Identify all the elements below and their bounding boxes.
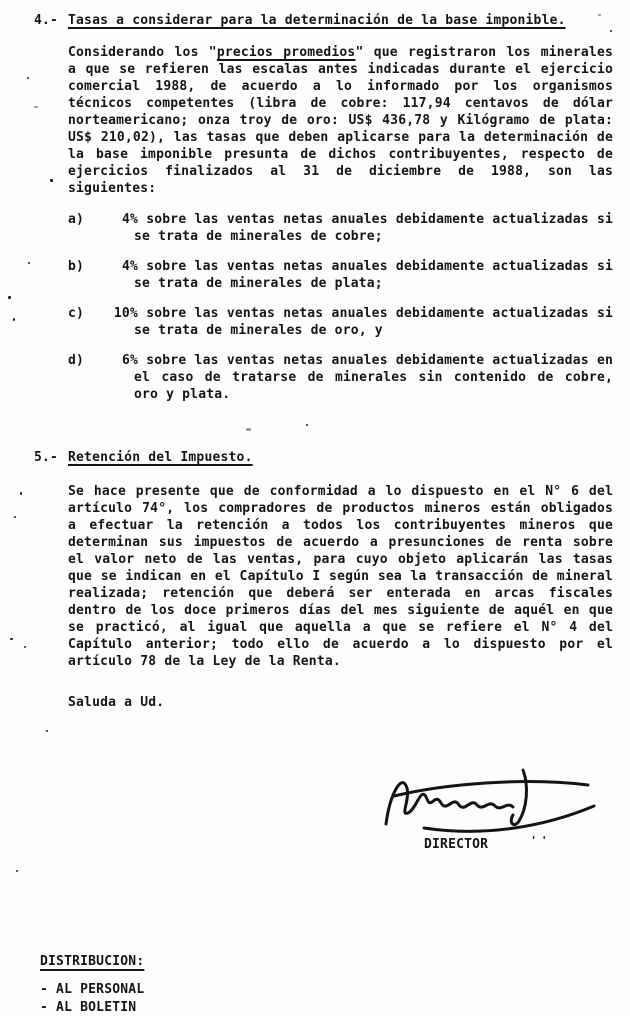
- item-text: 4% sobre las ventas netas anuales debidamente actualizadas si se trata de minerales de cobre;: [108, 211, 613, 245]
- scan-speck: [306, 424, 308, 426]
- distribution-item-boletin: - AL BOLETIN: [40, 1000, 137, 1015]
- item-rate: 4%: [121, 259, 138, 274]
- scan-speck: [14, 516, 16, 518]
- scan-speck: [10, 638, 13, 640]
- item-rate: 6%: [121, 353, 138, 368]
- scan-speck: [27, 77, 29, 79]
- section-5-title: Retención del Impuesto.: [68, 450, 253, 465]
- scan-speck: [598, 14, 601, 16]
- section-5-paragraph: Se hace presente que de conformidad a lo dispuesto en el N° 6 del artículo 74°, los compradores de productos mineros están obligados a efectuar la retención a todos los contribuyentes mineros que determinan sus impuestos de acuerdo a presunciones de renta sobre el valor neto de las ventas, para cuyo objeto aplicarán las tasas que se indican en el Capítulo I según sea la transacción de mineral realizada; retención que deberá ser enterada en arcas fiscales dentro de los doce primeros días del mes siguiente de aquél en que se practicó, al igual que aquella a que se refiere el N° 4 del Capítulo anterior; todo ello de acuerdo a lo dispuesto por el artículo 78 de la Ley de la Renta.: [68, 484, 613, 669]
- closing-salutation: Saluda a Ud.: [68, 695, 165, 710]
- item-label: b): [68, 259, 85, 274]
- rate-list: [68, 211, 613, 416]
- signer-role: DIRECTOR: [424, 837, 489, 852]
- scan-speck: [610, 30, 612, 32]
- signature-block: [372, 758, 622, 853]
- item-label: c): [68, 306, 85, 321]
- item-label: a): [68, 212, 85, 227]
- underlined-phrase: precios promedios: [216, 45, 356, 60]
- distribution-title: DISTRIBUCION:: [40, 954, 145, 969]
- scan-speck: [20, 492, 22, 495]
- scan-speck: [28, 262, 30, 264]
- section-4-title: Tasas a considerar para la determinación de la base imponible.: [68, 13, 566, 28]
- section-5-heading: [34, 449, 253, 466]
- item-text: 6% sobre las ventas netas anuales debidamente actualizadas en el caso de tratarse de minerales sin contenido de cobre, oro y plata.: [108, 352, 613, 403]
- signature-caption: [372, 836, 622, 853]
- scan-speck: [50, 179, 53, 182]
- paragraph-text-before: Considerando los ": [68, 45, 217, 60]
- section-5-number: 5.-: [34, 450, 59, 465]
- list-item-a: [68, 211, 613, 245]
- distribution-item-personal: - AL PERSONAL: [40, 982, 145, 997]
- stray-pen-marks: '': [530, 834, 552, 847]
- scan-speck: [16, 870, 18, 872]
- handwritten-signature: [372, 758, 612, 836]
- item-label: d): [68, 353, 85, 368]
- scan-speck: [24, 646, 26, 648]
- list-item-c: [68, 305, 613, 339]
- item-rate: 4%: [121, 212, 138, 227]
- scan-speck: [13, 318, 15, 321]
- item-text: 10% sobre las ventas netas anuales debidamente actualizadas si se trata de minerales de oro, y: [108, 305, 613, 339]
- scan-speck: [46, 730, 48, 732]
- scan-speck: [246, 428, 251, 431]
- scan-speck: [8, 296, 11, 299]
- section-4-heading: [34, 12, 566, 29]
- list-item-d: [68, 352, 613, 403]
- item-text: 4% sobre las ventas netas anuales debidamente actualizadas si se trata de minerales de plata;: [108, 258, 613, 292]
- list-item-b: [68, 258, 613, 292]
- section-4-number: 4.-: [34, 13, 59, 28]
- section-4-paragraph: [68, 44, 613, 197]
- distribution-section: [40, 953, 144, 1016]
- paragraph-text-after: " que registraron los minerales a que se refieren las escalas antes indicadas durante el ejercicio comercial 1988, de acuerdo a lo informado por los organismos técnicos competentes (libra de cobre: 117,94 centavos de dólar norteamericano; onza troy de oro: US$ 436,78 y Kilógramo de plata: US$ 210,02), las tasas que deben aplicarse para la determinación de la base imponible presunta de dichos contribuyentes, respecto de ejercicios finalizados al 31 de diciembre de 1988, son las siguientes:: [68, 45, 613, 196]
- item-rate: 10%: [113, 306, 138, 321]
- scan-speck: [34, 106, 38, 108]
